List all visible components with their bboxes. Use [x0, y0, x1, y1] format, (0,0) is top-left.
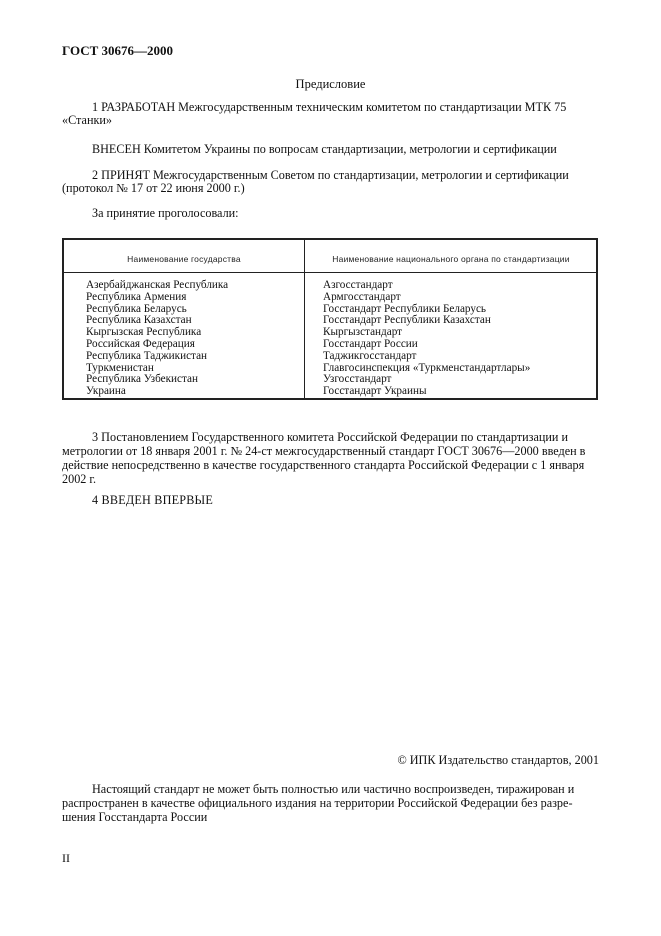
table-cell-state: Республика Армения	[86, 290, 187, 303]
paragraph-voted-line: За принятие проголосовали:	[92, 206, 239, 220]
table-cell-state: Республика Казахстан	[86, 314, 192, 327]
table-header-state: Наименование государства	[127, 254, 241, 264]
paragraph-introduced	[62, 143, 600, 156]
paragraph-resolution-line2: метрологии от 18 января 2001 г. № 24-ст межгосударственный стандарт ГОСТ 30676—2000 введен в	[62, 444, 586, 458]
reproduction-notice	[62, 782, 600, 824]
table-cell-state: Республика Таджикистан	[86, 349, 208, 362]
table-column-states	[86, 280, 228, 398]
copyright-notice: © ИПК Издательство стандартов, 2001	[397, 753, 599, 767]
paragraph-developed-line1: 1 РАЗРАБОТАН Межгосударственным техническим комитетом по стандартизации МТК 75	[92, 100, 567, 114]
paragraph-adopted-line2: (протокол № 17 от 22 июня 2000 г.)	[62, 181, 245, 195]
table-cell-state: Республика Узбекистан	[86, 373, 198, 386]
paragraph-resolution-line4: 2002 г.	[62, 472, 97, 486]
paragraph-first-introduced-line: 4 ВВЕДЕН ВПЕРВЫЕ	[92, 493, 214, 507]
table-cell-body: Госстандарт России	[323, 337, 418, 350]
foreword-title: Предисловие	[295, 77, 366, 91]
paragraph-developed-line2: «Станки»	[62, 113, 113, 127]
table-cell-body: Таджикгосстандарт	[323, 349, 417, 362]
document-code: ГОСТ 30676—2000	[62, 43, 174, 58]
table-cell-body: Азгосстандарт	[323, 279, 393, 291]
table-cell-body: Армгосстандарт	[323, 290, 401, 303]
paragraph-developed	[62, 101, 600, 127]
paragraph-resolution-line3: действие непосредственно в качестве государственного стандарта Российской Федерации с 1 января	[62, 458, 585, 472]
paragraph-first-introduced	[62, 494, 600, 507]
reproduction-notice-line3: шения Госстандарта России	[62, 810, 208, 824]
paragraph-resolution	[62, 430, 600, 486]
table-cell-state: Туркменистан	[86, 361, 154, 374]
table-cell-body: Госстандарт Республики Беларусь	[323, 302, 487, 315]
paragraph-adopted	[62, 169, 600, 195]
table-cell-body: Госстандарт Украины	[323, 385, 427, 398]
page-number: II	[62, 851, 70, 865]
table-cell-state: Азербайджанская Республика	[86, 279, 229, 291]
table-cell-state: Российская Федерация	[86, 337, 195, 350]
table-column-bodies	[323, 280, 530, 398]
voting-table	[62, 238, 598, 400]
table-cell-state: Украина	[86, 385, 126, 398]
paragraph-adopted-line1: 2 ПРИНЯТ Межгосударственным Советом по стандартизации, метрологии и сертификации	[92, 168, 569, 182]
table-cell-body: Кыргызстандарт	[323, 326, 403, 339]
table-header-body: Наименование национального органа по стандартизации	[332, 254, 570, 264]
table-cell-body: Главгосинспекция «Туркменстандартлары»	[323, 361, 531, 374]
paragraph-voted	[62, 207, 600, 220]
table-cell-state: Кыргызская Республика	[86, 326, 202, 339]
reproduction-notice-line1: Настоящий стандарт не может быть полностью или частично воспроизведен, тиражирован и	[92, 782, 575, 796]
paragraph-resolution-line1: 3 Постановлением Государственного комитета Российской Федерации по стандартизации и	[92, 430, 569, 444]
reproduction-notice-line2: распространен в качестве официального издания на территории Российской Федерации без разре-	[62, 796, 573, 810]
table-cell-body: Узгосстандарт	[323, 373, 392, 386]
paragraph-introduced-line: ВНЕСЕН Комитетом Украины по вопросам стандартизации, метрологии и сертификации	[92, 142, 557, 156]
table-header-divider	[64, 272, 596, 273]
table-cell-body: Госстандарт Республики Казахстан	[323, 314, 491, 327]
table-cell-state: Республика Беларусь	[86, 302, 187, 315]
